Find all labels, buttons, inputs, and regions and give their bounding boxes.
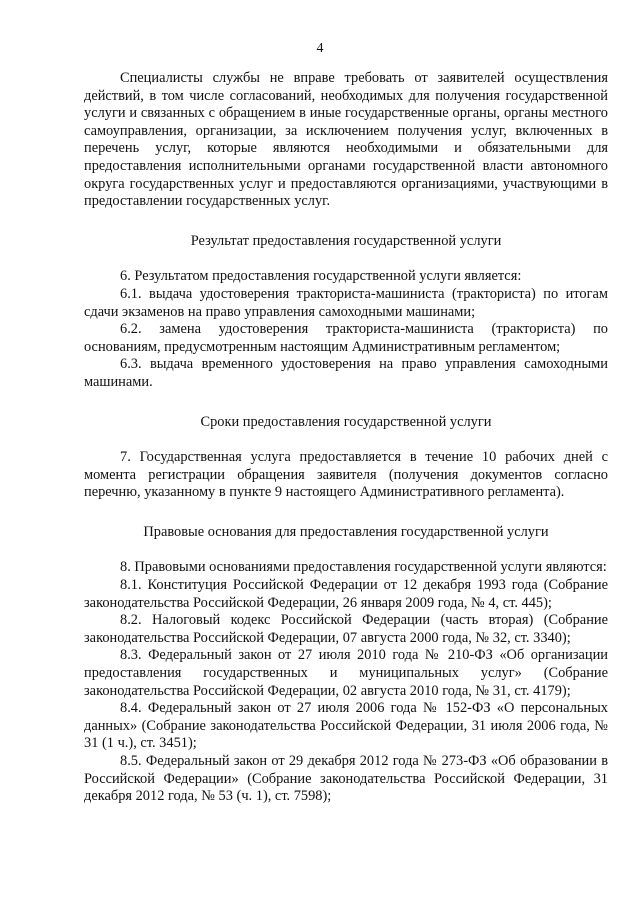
section-heading-terms: Сроки предоставления государственной услуги <box>200 413 492 430</box>
paragraph-6-3: 6.3. выдача временного удостоверения на право управления самоходными машинами. <box>84 356 608 390</box>
paragraph-8-4: 8.4. Федеральный закон от 27 июля 2006 года № 152-ФЗ «О персональных данных» (Собрание законодательства Российской Федерации, 31 июля 2006 года, № 31 (1 ч.), ст. 3451); <box>84 700 608 752</box>
paragraph-8-1: 8.1. Конституция Российской Федерации от 12 декабря 1993 года (Собрание законодательства Российской Федерации, 26 января 2009 года, № 4, ст. 445); <box>84 577 608 611</box>
section-heading-result: Результат предоставления государственной услуги <box>190 232 502 249</box>
page-number: 4 <box>316 41 324 56</box>
paragraph-6-2: 6.2. замена удостоверения тракториста-машиниста (тракториста) по основаниям, предусмотренным настоящим Административным регламентом; <box>84 321 608 355</box>
paragraph-8-2: 8.2. Налоговый кодекс Российской Федерации (часть вторая) (Собрание законодательства Российской Федерации, 07 августа 2000 года, № 32, ст. 3340); <box>84 612 608 646</box>
paragraph-7: 7. Государственная услуга предоставляется в течение 10 рабочих дней с момента регистрации обращения заявителя (получения документов согласно перечню, указанному в пункте 9 настоящего Административного регламента). <box>84 449 608 501</box>
intro-paragraph: Специалисты службы не вправе требовать от заявителей осуществления действий, в том числе согласований, необходимых для получения государственной услуги и связанных с обращением в иные государственные органы, органы местного самоуправления, организации, за исключением получения услуг, включенных в перечень услуг, которые являются необходимыми и обязательными для предоставления исполнительными органами государственной власти автономного округа государственных услуг и предоставляются организациями, участвующими в предоставлении государственных услуг. <box>84 70 608 210</box>
paragraph-8-3: 8.3. Федеральный закон от 27 июля 2010 года № 210-ФЗ «Об организации предоставления государственных и муниципальных услуг» (Собрание законодательства Российской Федерации, 02 августа 2010 года, № 31, ст. 4179); <box>84 647 608 699</box>
paragraph-8: 8. Правовыми основаниями предоставления государственной услуги являются: <box>120 559 607 576</box>
paragraph-6: 6. Результатом предоставления государственной услуги является: <box>120 268 522 285</box>
document-body <box>84 70 608 806</box>
paragraph-8-5: 8.5. Федеральный закон от 29 декабря 2012 года № 273-ФЗ «Об образовании в Российской Федерации» (Собрание законодательства Российской Федерации, 31 декабря 2012 года, № 53 (ч. 1), ст. 7598); <box>84 753 608 805</box>
paragraph-6-1: 6.1. выдача удостоверения тракториста-машиниста (тракториста) по итогам сдачи экзаменов на право управления самоходными машинами; <box>84 285 608 320</box>
section-heading-legal-basis: Правовые основания для предоставления государственной услуги <box>143 523 549 540</box>
